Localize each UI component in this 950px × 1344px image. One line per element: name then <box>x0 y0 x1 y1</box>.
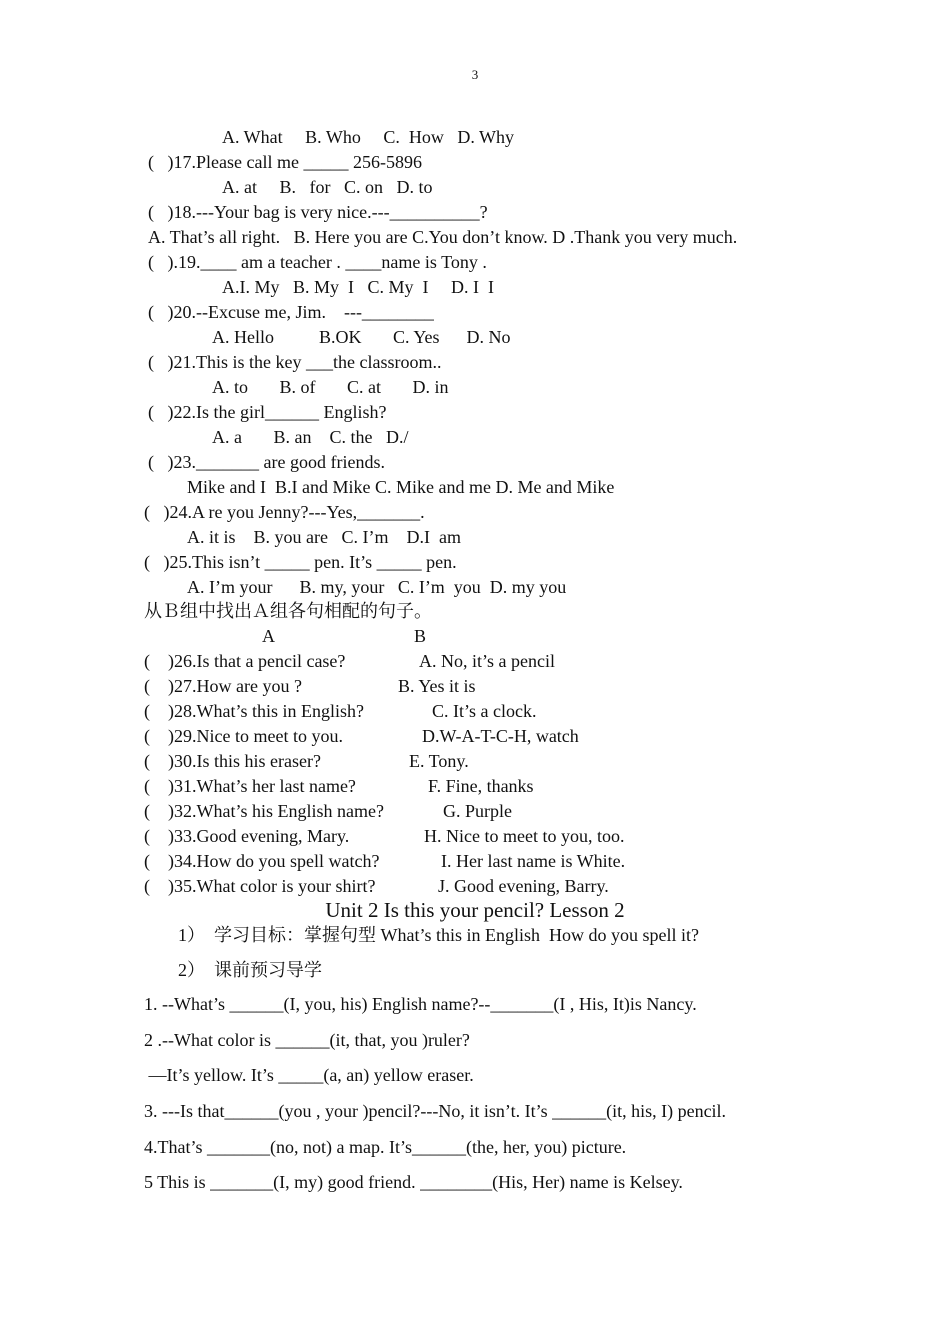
matching-question: ( )26.Is that a pencil case? <box>144 651 346 671</box>
matching-question: ( )30.Is this his eraser? <box>144 751 321 771</box>
matching-question: ( )31.What’s her last name? <box>144 776 356 796</box>
group-a-header: A <box>262 626 275 646</box>
exercise-2: 2 .--What color is ______(it, that, you )ruler? <box>144 1030 470 1050</box>
q21-options: A. to B. of C. at D. in <box>212 377 449 397</box>
question-17: ( )17.Please call me _____ 256-5896 <box>148 152 422 172</box>
question-20: ( )20.--Excuse me, Jim. ---________ <box>148 302 434 322</box>
q20-options: A. Hello B.OK C. Yes D. No <box>212 327 511 347</box>
matching-question: ( )27.How are you ? <box>144 676 302 696</box>
matching-answer: H. Nice to meet to you, too. <box>424 826 625 846</box>
q16-options: A. What B. Who C. How D. Why <box>222 127 514 147</box>
q18-options: A. That’s all right. B. Here you are C.You don’t know. D .Thank you very much. <box>148 227 738 247</box>
q17-options: A. at B. for C. on D. to <box>222 177 433 197</box>
matching-answer: D.W-A-T-C-H, watch <box>422 726 579 746</box>
exercise-2-reply: —It’s yellow. It’s _____(a, an) yellow eraser. <box>144 1065 474 1085</box>
matching-question: ( )28.What’s this in English? <box>144 701 364 721</box>
matching-answer: G. Purple <box>443 801 512 821</box>
unit-title: Unit 2 Is this your pencil? Lesson 2 <box>325 898 625 922</box>
q25-options: A. I’m your B. my, your C. I’m you D. my you <box>187 577 567 597</box>
matching-question: ( )32.What’s his English name? <box>144 801 384 821</box>
question-18: ( )18.---Your bag is very nice.---__________? <box>148 202 488 222</box>
matching-question: ( )29.Nice to meet to you. <box>144 726 343 746</box>
q23-options: Mike and I B.I and Mike C. Mike and me D. Me and Mike <box>187 477 615 497</box>
page-number: 3 <box>471 67 479 82</box>
q19-options: A.I. My B. My I C. My I D. I I <box>222 277 494 297</box>
q24-options: A. it is B. you are C. I’m D.I am <box>187 527 461 547</box>
exercise-3: 3. ---Is that______(you , your )pencil?---No, it isn’t. It’s ______(it, his, I) pencil. <box>144 1101 727 1121</box>
exercise-5: 5 This is _______(I, my) good friend. ________(His, Her) name is Kelsey. <box>144 1172 683 1192</box>
question-23: ( )23._______ are good friends. <box>148 452 385 472</box>
matching-question: ( )33.Good evening, Mary. <box>144 826 350 846</box>
q22-options: A. a B. an C. the D./ <box>212 427 409 447</box>
question-25: ( )25.This isn’t _____ pen. It’s _____ pen. <box>144 552 457 572</box>
question-24: ( )24.A re you Jenny?---Yes,_______. <box>144 502 425 522</box>
matching-answer: A. No, it’s a pencil <box>419 651 555 671</box>
matching-instruction: 从Ｂ组中找出Ａ组各句相配的句子。 <box>144 601 432 621</box>
learning-objective: 1） 学习目标：掌握句型 What’s this in English How do you spell it? <box>178 925 699 945</box>
matching-question: ( )35.What color is your shirt? <box>144 876 376 896</box>
question-21: ( )21.This is the key ___the classroom.. <box>148 352 442 372</box>
question-19: ( ).19.____ am a teacher . ____name is Tony . <box>148 252 487 272</box>
question-22: ( )22.Is the girl______ English? <box>148 402 387 422</box>
matching-answer: E. Tony. <box>409 751 469 771</box>
matching-answer: C. It’s a clock. <box>432 701 537 721</box>
matching-answer: F. Fine, thanks <box>428 776 534 796</box>
preview-heading: 2） 课前预习导学 <box>178 960 322 980</box>
matching-answer: B. Yes it is <box>398 676 476 696</box>
matching-answer: I. Her last name is White. <box>441 851 626 871</box>
group-b-header: B <box>414 626 427 646</box>
exercise-4: 4.That’s _______(no, not) a map. It’s______(the, her, you) picture. <box>144 1137 627 1157</box>
matching-question: ( )34.How do you spell watch? <box>144 851 380 871</box>
exercise-1: 1. --What’s ______(I, you, his) English name?--_______(I , His, It)is Nancy. <box>144 994 697 1014</box>
matching-answer: J. Good evening, Barry. <box>438 876 609 896</box>
